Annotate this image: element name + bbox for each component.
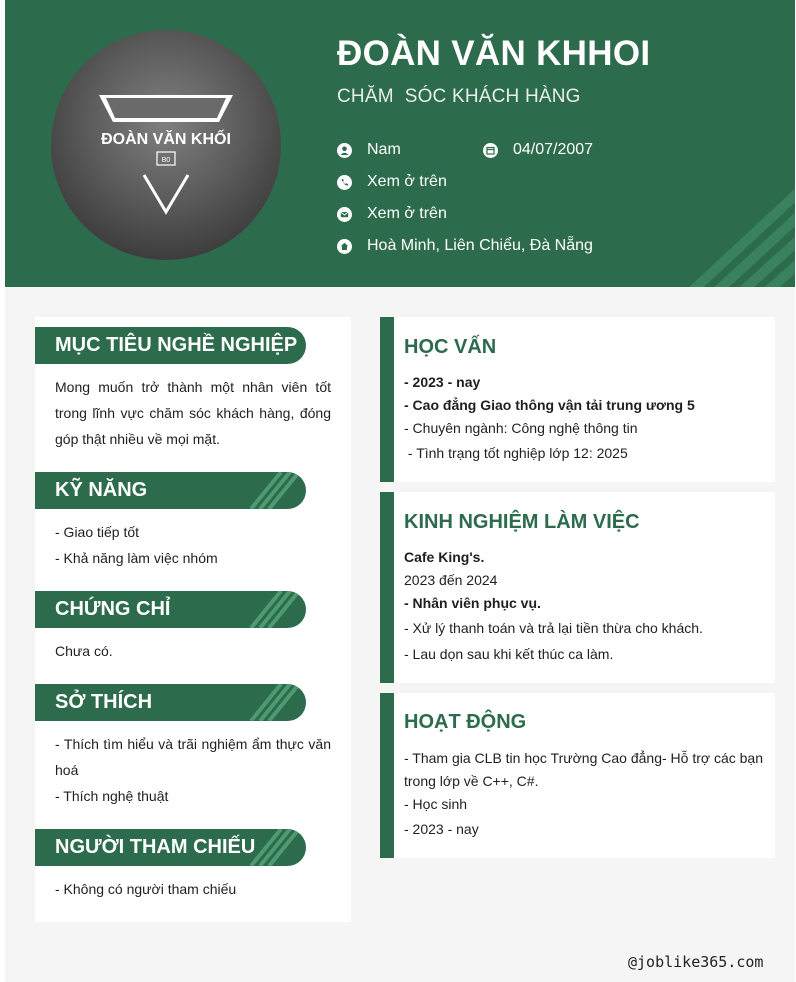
experience-duty: - Xử lý thanh toán và trả lại tiền thừa cho khách. [404, 620, 703, 636]
skills-list [55, 519, 331, 571]
banner-stripes [246, 472, 306, 509]
avatar-logo [51, 30, 281, 260]
birthdate-value: 04/07/2007 [513, 141, 594, 158]
experience-period: 2023 đến 2024 [404, 572, 498, 588]
hobbies-heading: SỞ THÍCH [35, 684, 306, 721]
card-accent-bar [380, 492, 394, 683]
cv-page [5, 0, 795, 982]
user-icon [337, 143, 352, 158]
email-row [337, 205, 447, 223]
education-card [380, 317, 775, 482]
gender-row [337, 141, 401, 159]
card-accent-bar [380, 317, 394, 482]
address-value: Hoà Minh, Liên Chiểu, Đà Nẵng [367, 237, 593, 254]
address-row [337, 237, 593, 255]
candidate-name: ĐOÀN VĂN KHHOI [337, 34, 651, 73]
education-title: HỌC VẤN [404, 336, 497, 358]
list-item: - Khả năng làm việc nhóm [55, 550, 218, 566]
footer-watermark: @joblike365.com [628, 953, 764, 971]
activities-card [380, 693, 775, 858]
email-icon [337, 207, 352, 222]
education-major: - Chuyên ngành: Công nghệ thông tin [404, 420, 638, 436]
phone-row [337, 173, 447, 191]
references-heading: NGƯỜI THAM CHIẾU [35, 829, 306, 866]
objective-heading: MỤC TIÊU NGHỀ NGHIỆP [35, 327, 306, 364]
experience-position: - Nhân viên phục vụ. [404, 595, 541, 611]
phone-icon [337, 175, 352, 190]
activities-item: - Học sinh [404, 796, 468, 812]
activities-item: - Tham gia CLB tin học Trường Cao đẳng- Hỗ trợ các bạn trong lớp về C++, C#. [404, 750, 763, 789]
decorative-stripes [655, 167, 795, 287]
activities-title: HOẠT ĐỘNG [404, 711, 527, 733]
gender-value: Nam [367, 141, 401, 158]
home-icon [337, 239, 352, 254]
card-accent-bar [380, 693, 394, 858]
experience-card [380, 492, 775, 683]
email-value: Xem ở trên [367, 205, 447, 222]
banner-stripes [246, 591, 306, 628]
hobbies-list [55, 731, 331, 809]
references-text: - Không có người tham chiếu [55, 881, 237, 897]
svg-text:B0: B0 [161, 157, 171, 164]
candidate-role: CHĂM SÓC KHÁCH HÀNG [337, 86, 581, 107]
objective-text: Mong muốn trở thành một nhân viên tốt trong lĩnh vực chăm sóc khách hàng, đóng góp thật nhiều về mọi mặt. [55, 379, 331, 447]
education-status: - Tình trạng tốt nghiệp lớp 12: 2025 [404, 445, 628, 461]
education-period: - 2023 - nay [404, 374, 481, 390]
skills-heading: KỸ NĂNG [35, 472, 306, 509]
activities-item: - 2023 - nay [404, 821, 479, 837]
experience-title: KINH NGHIỆM LÀM VIỆC [404, 511, 640, 533]
education-school: - Cao đẳng Giao thông vận tải trung ương 5 [404, 397, 695, 413]
certificates-text: Chưa có. [55, 643, 113, 659]
banner-stripes [246, 684, 306, 721]
certificates-heading: CHỨNG CHỈ [35, 591, 306, 628]
birthdate-row [483, 141, 593, 159]
phone-value: Xem ở trên [367, 173, 447, 190]
list-item: - Thích nghệ thuật [55, 788, 169, 804]
avatar [51, 30, 281, 260]
experience-duty: - Lau dọn sau khi kết thúc ca làm. [404, 646, 614, 662]
calendar-icon [483, 143, 498, 158]
svg-text:ĐOÀN VĂN KHỐI: ĐOÀN VĂN KHỐI [101, 131, 231, 148]
banner-stripes [246, 829, 306, 866]
left-column [35, 317, 351, 922]
list-item: - Thích tìm hiểu và trãi nghiệm ẩm thực văn hoá [55, 736, 331, 778]
cv-header [5, 0, 795, 287]
list-item: - Giao tiếp tốt [55, 524, 140, 540]
experience-company: Cafe King's. [404, 549, 485, 565]
